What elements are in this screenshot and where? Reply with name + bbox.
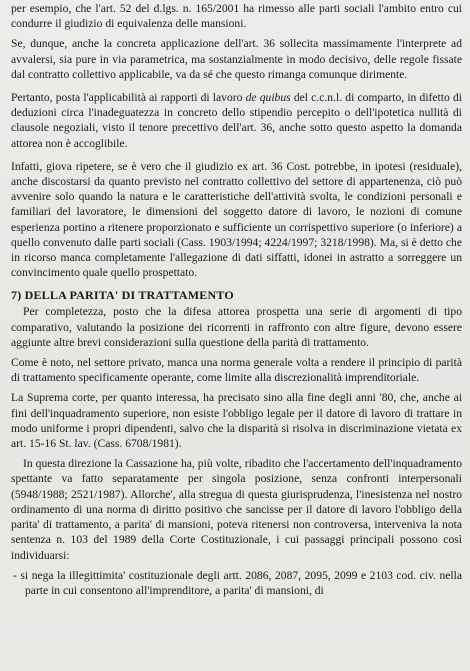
paragraph-suprema-corte: La Suprema corte, per quanto interessa, ha precisato sino alla fine degli anni '80, che, anche ai fini dell'inquadramento superiore, non esiste l'obbligo legale per il datore di lavoro di trattare in modo uniforme i propri dipendenti, salvo che la disparità si risolva in discriminazione vietata ex art. 15-16 St. lav. (Cass. 6708/1981).	[11, 391, 462, 451]
bullet-item: - si nega la illegittimita' costituzionale degli artt. 2086, 2087, 2095, 2099 e 2103 cod. civ. nella parte in cui consentono all'imprenditore, a parita' di mansioni, di	[13, 568, 462, 597]
text-segment: Pertanto, posta l'applicabilità ai rapporti di lavoro	[11, 91, 246, 105]
paragraph-settore-privato: Come è noto, nel settore privato, manca una norma generale volta a rendere il principio di parità di trattamento specificamente operante, come limite alla discrezionalità imprenditoriale.	[11, 356, 462, 385]
text-segment: del c.c.n.l. di comparto, in difetto di deduzioni circa l'inadeguatezza in concreto dello stipendio percepito o dell'ipotetica nullità di clausole negoziali, visto il tenore precettivo dell'art. 36, anche sotto questo aspetto la domanda attorea non è accoglibile.	[11, 91, 462, 150]
paragraph-infatti: Infatti, giova ripetere, se è vero che il giudizio ex art. 36 Cost. potrebbe, in ipotesi (residuale), anche discostarsi da quanto previsto nel contratto collettivo del settore di appartenenza, ciò può avvenire solo quando la natura e le caratteristiche dell'attività svolta, le condizioni personali e familiari del lavoratore, le dimensioni del soggetto datore di lavoro, le nozioni di comune esperienza portino a ritenere proporzionato e sufficiente un corrispettivo superiore (o inferiore) a quello convenuto dalle parti sociali (Cass. 1903/1994; 4224/1997; 3218/1998). Ma, si è detto che in ricorso manca completamente l'allegazione di dati siffatti, idonei in astratto a sorreggere un convincimento quale quello prospettato.	[11, 159, 462, 280]
latin-term: de quibus	[245, 91, 291, 105]
paragraph-equivalenza: per esempio, che l'art. 52 del d.lgs. n. 165/2001 ha rimesso alle parti sociali l'ambito entro cui condurre il giudizio di equivalenza delle mansioni.	[11, 2, 462, 31]
paragraph-cassazione: In questa direzione la Cassazione ha, più volte, ribadito che l'accertamento dell'inquadramento spettante va fatto separatamente per singola posizione, senza confronti interpersonali (5948/1988; 2521/1987). Allorche', alla stregua di questa giurisprudenza, l'inesistenza nel nostro ordinamento di una norma di diritto positivo che sancisse per il datore di lavoro l'obbligo della parita' di trattamento, a parita' di mansioni, poteva ritenersi non controversa, interveniva la nota sentenza n. 103 del 1989 della Corte Costituzionale, i cui passaggi principali possono così individuarsi:	[11, 457, 462, 562]
section-heading: 7) DELLA PARITA' DI TRATTAMENTO	[11, 288, 234, 303]
paragraph-completezza: Per completezza, posto che la difesa attorea prospetta una serie di argomenti di tipo comparativo, valutando la posizione dei ricorrenti in raffronto con altre figure, devono essere aggiunte altre brevi considerazioni sulla questione della parità di trattamento.	[11, 305, 462, 349]
paragraph-pertanto	[11, 90, 462, 151]
paragraph-applicazione-art36: Se, dunque, anche la concreta applicazione dell'art. 36 sollecita massimamente l'interprete ad avvalersi, sia pure in via parametrica, ma sostanzialmente in modo decisivo, delle regole fissate dal contratto collettivo applicabile, va da sé che questo rimanga comunque dirimente.	[11, 37, 462, 81]
